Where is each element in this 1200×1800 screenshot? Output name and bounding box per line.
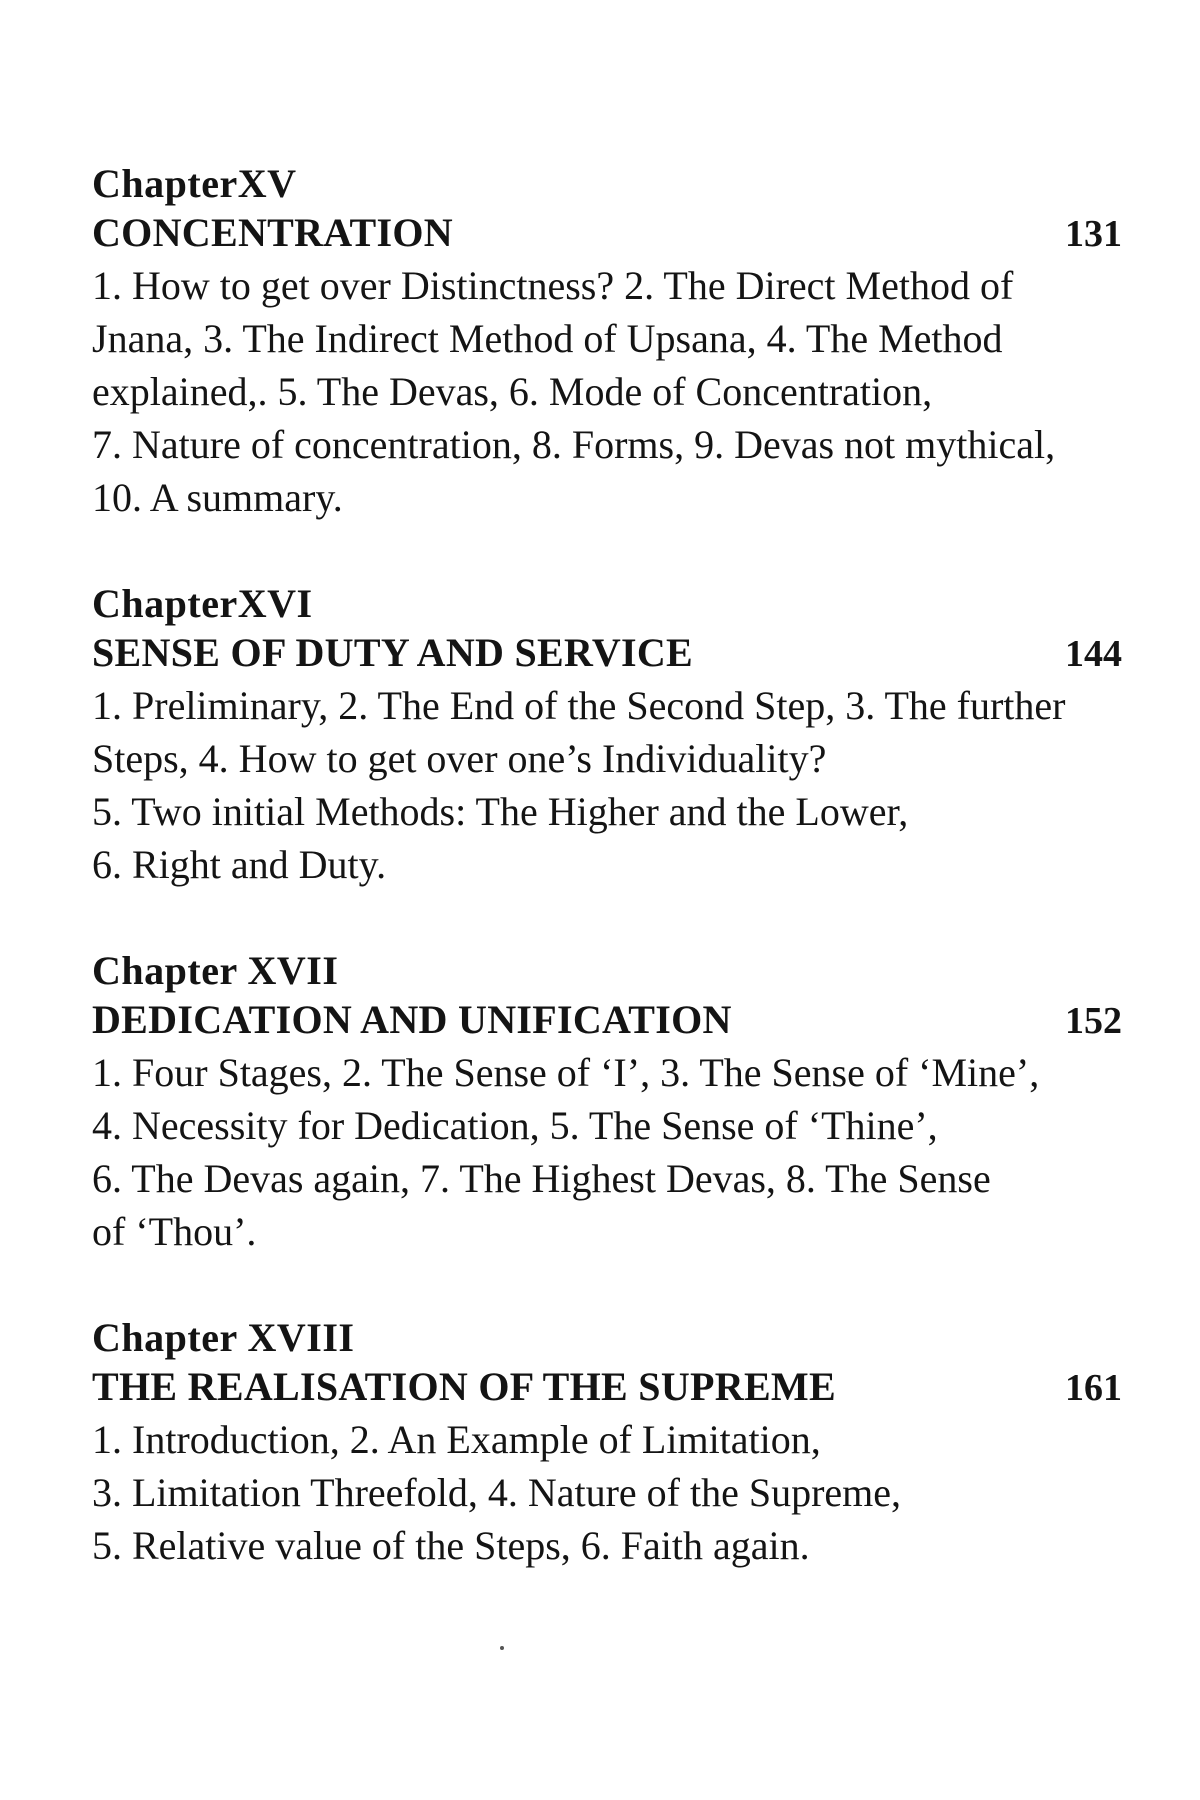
- contents-line: 4. Necessity for Dedication, 5. The Sense of ‘Thine’,: [92, 1103, 938, 1148]
- chapter-title-row: [92, 628, 1122, 679]
- ink-speck: [500, 1646, 504, 1650]
- chapter-entry-xviii: [92, 1314, 1122, 1572]
- chapter-title-row: [92, 995, 1122, 1046]
- chapter-label: ChapterXVI: [92, 581, 313, 626]
- page-number: 144: [1065, 633, 1122, 675]
- contents-line: explained,. 5. The Devas, 6. Mode of Concentration,: [92, 369, 933, 414]
- contents-line: 10. A summary.: [92, 475, 343, 520]
- contents-line: Steps, 4. How to get over one’s Individuality?: [92, 736, 827, 781]
- chapter-entry-xvii: [92, 947, 1122, 1258]
- chapter-label: ChapterXV: [92, 161, 297, 206]
- contents-line: 1. Four Stages, 2. The Sense of ‘I’, 3. The Sense of ‘Mine’,: [92, 1050, 1040, 1095]
- chapter-title: THE REALISATION OF THE SUPREME: [92, 1364, 836, 1409]
- contents-line: 5. Two initial Methods: The Higher and the Lower,: [92, 789, 909, 834]
- chapter-contents: [92, 259, 1122, 524]
- contents-line: 1. Preliminary, 2. The End of the Second Step, 3. The further: [92, 683, 1066, 728]
- chapter-entry-xv: [92, 160, 1122, 524]
- chapter-label: Chapter XVIII: [92, 1315, 355, 1360]
- chapter-title: CONCENTRATION: [92, 210, 453, 255]
- page-number: 131: [1065, 213, 1122, 255]
- chapter-entry-xvi: [92, 580, 1122, 891]
- contents-line: of ‘Thou’.: [92, 1209, 257, 1254]
- contents-line: 3. Limitation Threefold, 4. Nature of the Supreme,: [92, 1470, 902, 1515]
- chapter-contents: [92, 679, 1122, 891]
- chapter-title-row: [92, 1362, 1122, 1413]
- contents-line: 1. How to get over Distinctness? 2. The Direct Method of: [92, 263, 1014, 308]
- chapter-title: SENSE OF DUTY AND SERVICE: [92, 630, 694, 675]
- contents-line: 6. Right and Duty.: [92, 842, 387, 887]
- table-of-contents-page: [92, 160, 1122, 1628]
- chapter-contents: [92, 1046, 1122, 1258]
- contents-line: Jnana, 3. The Indirect Method of Upsana, 4. The Method: [92, 316, 1003, 361]
- contents-line: 5. Relative value of the Steps, 6. Faith again.: [92, 1523, 810, 1568]
- contents-line: 7. Nature of concentration, 8. Forms, 9. Devas not mythical,: [92, 422, 1056, 467]
- page-number: 152: [1065, 1000, 1122, 1042]
- chapter-title: DEDICATION AND UNIFICATION: [92, 997, 732, 1042]
- contents-line: 6. The Devas again, 7. The Highest Devas, 8. The Sense: [92, 1156, 991, 1201]
- chapter-label: Chapter XVII: [92, 948, 339, 993]
- chapter-title-row: [92, 208, 1122, 259]
- chapter-contents: [92, 1413, 1122, 1572]
- contents-line: 1. Introduction, 2. An Example of Limitation,: [92, 1417, 821, 1462]
- page-number: 161: [1065, 1367, 1122, 1409]
